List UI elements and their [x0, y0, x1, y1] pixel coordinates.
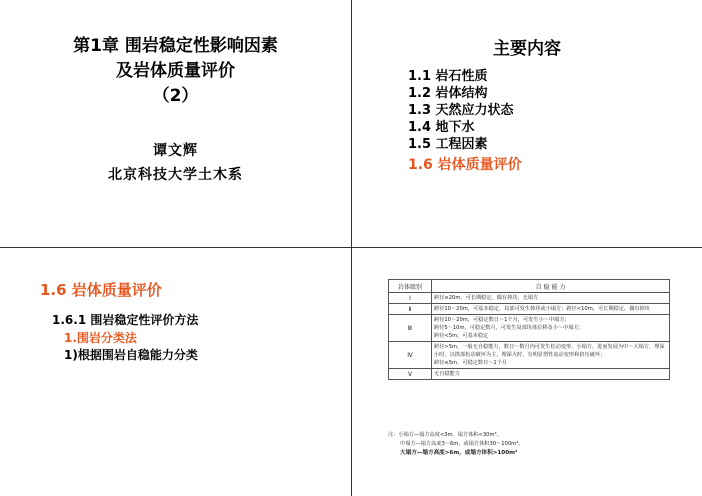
contents-item: 1.4 地下水 — [408, 120, 475, 135]
contents-title: 主要内容 — [493, 39, 561, 59]
affiliation: 北京科技大学土木系 — [108, 167, 243, 183]
grade-cell: Ⅰ — [389, 293, 432, 304]
header-ability: 自 稳 能 力 — [432, 280, 670, 293]
contents-item: 1.2 岩体结构 — [408, 86, 488, 101]
ability-cell — [432, 342, 670, 369]
table-row — [389, 369, 670, 380]
note-line: 注：小塌方—塌方高度<3m，塌方体积<30m³。 — [388, 432, 502, 438]
table-row — [389, 304, 670, 315]
ability-line: 跨径>5m，一般无自稳能力，数日～数月内可发生松动变形、小塌方，进而发展为中～大塌方，埋深小时，以拱部松动破坏为主，埋深大时，有明显塑性流动变形和挤压破坏； — [434, 344, 665, 358]
author-name: 谭文辉 — [153, 143, 198, 159]
slide-title — [0, 0, 351, 247]
grade-cell: Ⅱ — [389, 304, 432, 315]
ability-cell — [432, 369, 670, 380]
title-line-2: 及岩体质量评价 — [116, 61, 235, 81]
method-subheading: 1)根据围岩自稳能力分类 — [64, 348, 198, 362]
note-line: 中塌方—塌方高度3～6m，或塌方体积30～100m³。 — [400, 441, 524, 447]
ability-line: 无自稳能力 — [434, 371, 460, 377]
title-line-1: 第1章 围岩稳定性影响因素 — [73, 36, 278, 56]
ability-cell — [432, 293, 670, 304]
note-line-bold: 大塌方—塌方高度>6m，或塌方体积>100m³ — [400, 450, 518, 456]
table-notes — [388, 431, 523, 458]
ability-line: 跨径10～20m，可基本稳定，局部可发生掉块或小塌方；跨径<10m，可长期稳定，偶有掉块 — [434, 306, 650, 312]
ability-line: 跨径≤20m，可长期稳定，偶有掉块，无塌方 — [434, 295, 539, 301]
ability-line: 跨径10～20m，可稳定数日～1个月，可发生小～中塌方； — [434, 317, 570, 323]
grade-cell: Ⅳ — [389, 342, 432, 369]
contents-item: 1.5 工程因素 — [408, 137, 488, 152]
ability-line: 跨径5～10m，可稳定数月，可发生局部块体位移及小～中塌方； — [434, 325, 584, 331]
grade-cell: Ⅲ — [389, 315, 432, 342]
ability-line: 跨径<5m，可基本稳定 — [434, 333, 489, 339]
contents-item: 1.3 天然应力状态 — [408, 103, 514, 118]
method-heading: 1.围岩分类法 — [64, 331, 137, 345]
subsection-title: 1.6.1 围岩稳定性评价方法 — [52, 313, 199, 327]
ability-cell — [432, 315, 670, 342]
table-header-row — [389, 280, 670, 293]
section-title: 1.6 岩体质量评价 — [40, 281, 162, 299]
ability-line: 跨径≤5m，可稳定数日～1个月 — [434, 360, 508, 366]
slide-table — [352, 248, 702, 496]
slide1-title — [0, 34, 351, 109]
contents-item: 1.1 岩石性质 — [408, 69, 488, 84]
title-line-3: （2） — [152, 86, 199, 106]
table-row — [389, 342, 670, 369]
grade-cell: Ⅴ — [389, 369, 432, 380]
contents-list — [408, 68, 522, 174]
header-grade: 岩体级别 — [389, 280, 432, 293]
classification-table — [388, 279, 670, 380]
slide-contents — [352, 0, 702, 247]
table-row — [389, 315, 670, 342]
ability-cell — [432, 304, 670, 315]
slide-section — [0, 248, 351, 496]
table-row — [389, 293, 670, 304]
contents-item-active: 1.6 岩体质量评价 — [408, 157, 522, 173]
